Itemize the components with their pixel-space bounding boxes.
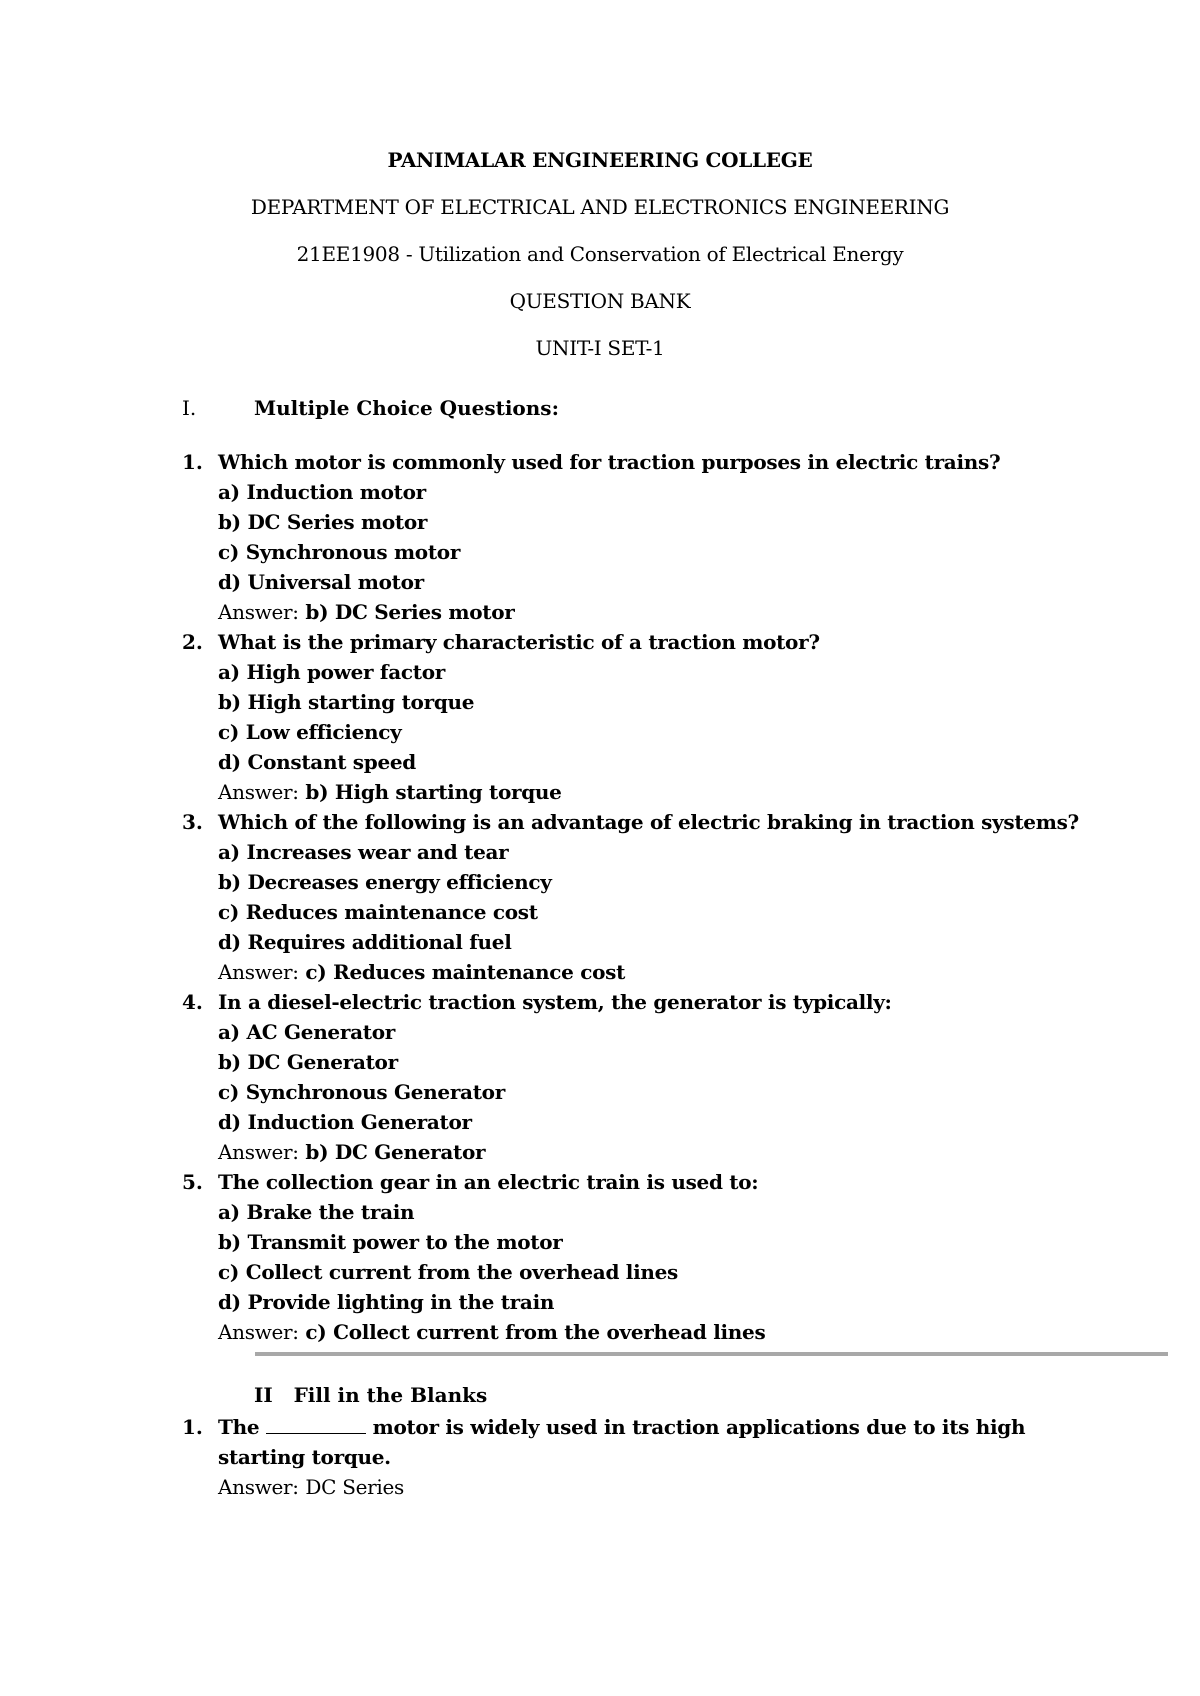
answer-label: Answer: — [218, 1140, 299, 1164]
answer-blank — [266, 1432, 366, 1434]
option: a) Increases wear and tear — [218, 840, 509, 864]
college-name: PANIMALAR ENGINEERING COLLEGE — [387, 148, 813, 172]
question-text: What is the primary characteristic of a traction motor? — [218, 630, 820, 654]
answer-label: Answer: — [218, 1320, 299, 1344]
question-text-before: The — [218, 1415, 266, 1439]
course-title: 21EE1908 - Utilization and Conservation of Electrical Energy — [296, 242, 904, 266]
answer-value: c) Collect current from the overhead lines — [305, 1320, 766, 1344]
option: c) Synchronous motor — [218, 540, 461, 564]
question-number: 1. — [182, 1415, 203, 1439]
answer-label: Answer: — [218, 600, 299, 624]
question-text: Which motor is commonly used for traction purposes in electric trains? — [218, 450, 1001, 474]
section-divider — [255, 1352, 1168, 1356]
answer-line — [218, 597, 515, 627]
option: c) Collect current from the overhead lines — [218, 1260, 679, 1284]
question-number: 4. — [182, 990, 203, 1014]
option: c) Reduces maintenance cost — [218, 900, 538, 924]
option: d) Universal motor — [218, 570, 424, 594]
answer-value: DC Series — [305, 1475, 405, 1499]
section-1-numeral: I. — [182, 396, 197, 420]
question-number: 3. — [182, 810, 203, 834]
option: b) DC Series motor — [218, 510, 428, 534]
question-number: 2. — [182, 630, 203, 654]
unit-set: UNIT-I SET-1 — [535, 336, 665, 360]
option: c) Low efficiency — [218, 720, 402, 744]
question-text-continued: starting torque. — [218, 1445, 391, 1469]
question-text: In a diesel-electric traction system, the generator is typically: — [218, 990, 892, 1014]
answer-label: Answer: — [218, 780, 299, 804]
option: d) Requires additional fuel — [218, 930, 512, 954]
section-1-title: Multiple Choice Questions: — [254, 396, 559, 420]
answer-label: Answer: — [218, 1475, 299, 1499]
option: d) Induction Generator — [218, 1110, 472, 1134]
question-text: The collection gear in an electric train is used to: — [218, 1170, 759, 1194]
answer-line — [218, 1317, 765, 1347]
question-number: 1. — [182, 450, 203, 474]
question-text: Which of the following is an advantage of electric braking in traction systems? — [218, 810, 1079, 834]
answer-line — [218, 777, 562, 807]
option: c) Synchronous Generator — [218, 1080, 505, 1104]
department-name: DEPARTMENT OF ELECTRICAL AND ELECTRONICS ENGINEERING — [250, 195, 950, 219]
answer-line — [218, 957, 625, 987]
document-type: QUESTION BANK — [509, 289, 691, 313]
question-text — [218, 1412, 1025, 1442]
question-number: 5. — [182, 1170, 203, 1194]
option: a) Brake the train — [218, 1200, 415, 1224]
answer-label: Answer: — [218, 960, 299, 984]
option: a) High power factor — [218, 660, 445, 684]
option: b) High starting torque — [218, 690, 475, 714]
option: b) Transmit power to the motor — [218, 1230, 563, 1254]
option: d) Constant speed — [218, 750, 416, 774]
answer-value: b) High starting torque — [305, 780, 562, 804]
answer-value: b) DC Generator — [305, 1140, 486, 1164]
option: a) Induction motor — [218, 480, 426, 504]
answer-line — [218, 1472, 404, 1502]
section-2-title: II Fill in the Blanks — [254, 1383, 488, 1407]
option: d) Provide lighting in the train — [218, 1290, 555, 1314]
answer-value: c) Reduces maintenance cost — [305, 960, 626, 984]
option: b) Decreases energy efficiency — [218, 870, 552, 894]
question-text-after: motor is widely used in traction applications due to its high — [365, 1415, 1026, 1439]
answer-line — [218, 1137, 485, 1167]
answer-value: b) DC Series motor — [305, 600, 515, 624]
option: b) DC Generator — [218, 1050, 398, 1074]
option: a) AC Generator — [218, 1020, 395, 1044]
